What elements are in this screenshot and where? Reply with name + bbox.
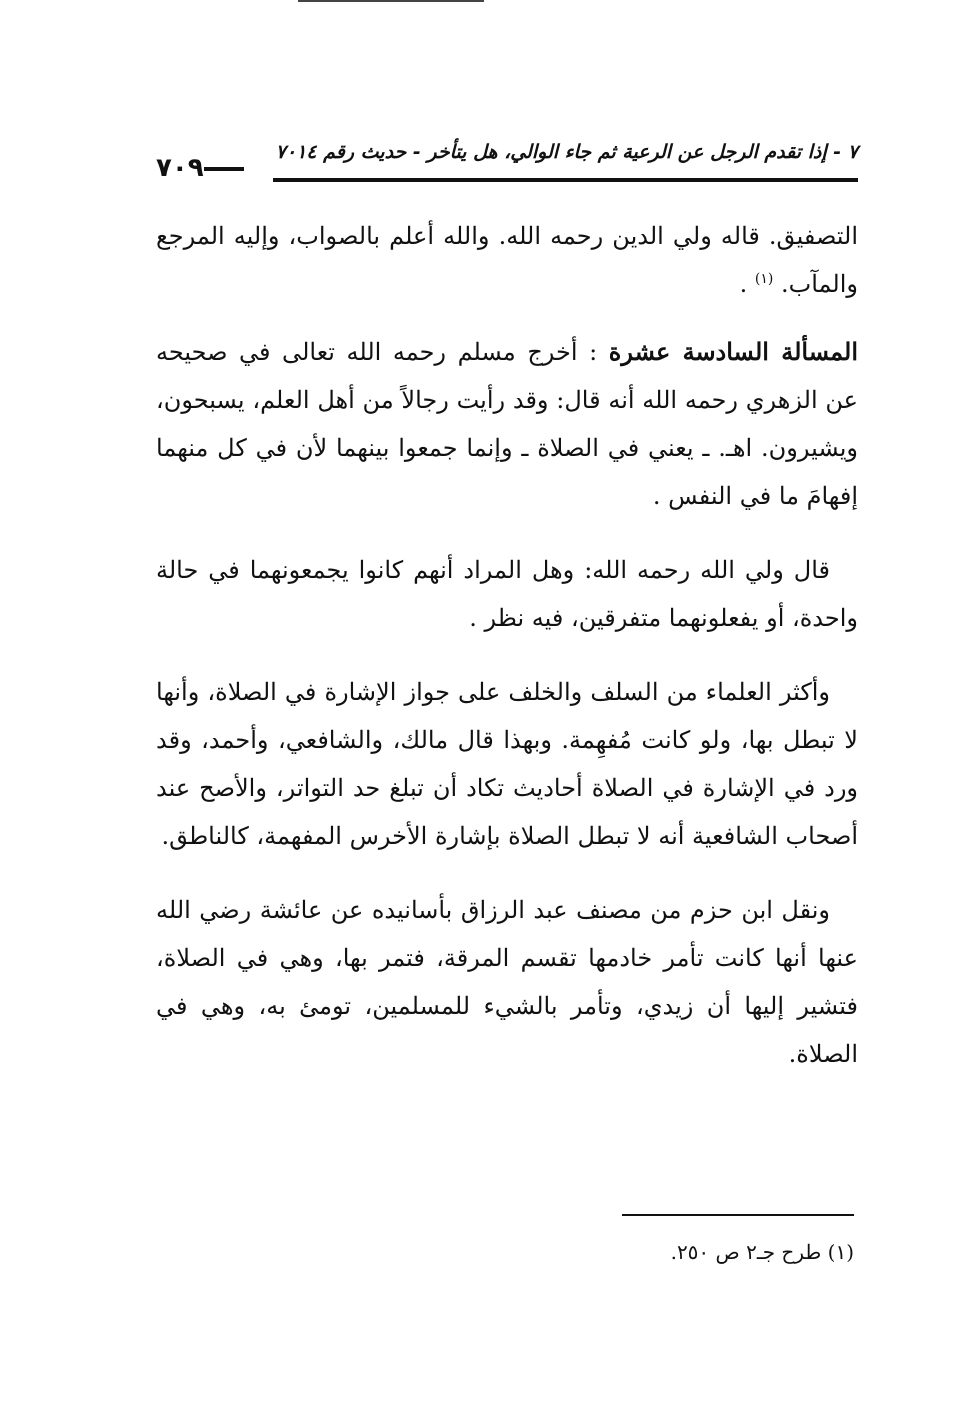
- paragraph-1-tail: .: [739, 270, 748, 298]
- page-header: [156, 138, 858, 184]
- body-text: [156, 212, 858, 1104]
- header-rule: [273, 178, 858, 182]
- issue-heading: المسألة السادسة عشرة: [608, 337, 858, 366]
- paragraph-3: [156, 546, 858, 642]
- paragraph-4: [156, 668, 858, 860]
- footnote-separator: [622, 1214, 854, 1216]
- paragraph-1: [156, 212, 858, 308]
- top-decorative-rule: [298, 0, 484, 2]
- paragraph-2-text: : أخرج مسلم رحمه الله تعالى في صحيحه عن الزهري رحمه الله أنه قال: وقد رأيت رجالاً من أهل العلم، يسبحون، ويشيرون. اهـ. ـ يعني في الصلاة ـ وإنما جمعوا بينهما لأن في كل منهما إفهامَ ما في النفس .: [156, 338, 858, 510]
- page-number: [156, 154, 254, 182]
- paragraph-5: [156, 886, 858, 1078]
- page-number-text: ٧٠٩: [156, 153, 204, 183]
- paragraph-4-text: وأكثر العلماء من السلف والخلف على جواز الإشارة في الصلاة، وأنها لا تبطل بها، ولو كانت مُفهِمة. وبهذا قال مالك، والشافعي، وأحمد، وقد ورد في الإشارة في الصلاة أحاديث تكاد أن تبلغ حد التواتر، والأصح عند أصحاب الشافعية أنه لا تبطل الصلاة بإشارة الأخرس المفهمة، كالناطق.: [156, 678, 858, 850]
- page-number-dash: [204, 167, 244, 171]
- paragraph-3-text: قال ولي الله رحمه الله: وهل المراد أنهم كانوا يجمعونهما في حالة واحدة، أو يفعلونهما متفرقين، فيه نظر .: [156, 556, 858, 632]
- running-header-title: ٧ - إذا تقدم الرجل عن الرعية ثم جاء الوالي، هل يتأخر - حديث رقم ٧٠١٤: [275, 141, 858, 163]
- footnote: (١) طرح جـ٢ ص ٢٥٠.: [670, 1240, 854, 1264]
- paragraph-2: [156, 328, 858, 520]
- paragraph-5-text: ونقل ابن حزم من مصنف عبد الرزاق بأسانيده عن عائشة رضي الله عنها أنها كانت تأمر خادمها تقسم المرقة، فتمر بها، وهي في الصلاة، فتشير إليها أن زيدي، وتأمر بالشيء للمسلمين، تومئ به، وهي في الصلاة.: [156, 896, 858, 1068]
- paragraph-1-text: التصفيق. قاله ولي الدين رحمه الله. والله أعلم بالصواب، وإليه المرجع والمآب.: [156, 222, 858, 298]
- footnote-reference: (١): [754, 271, 774, 287]
